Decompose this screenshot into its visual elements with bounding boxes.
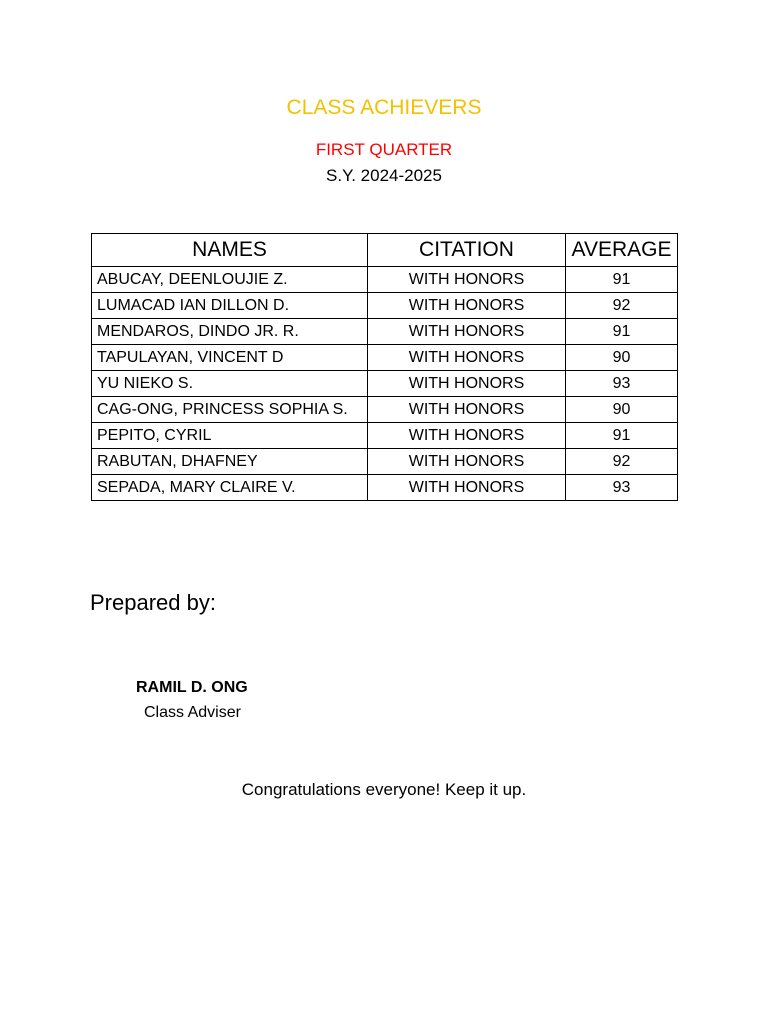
student-name: LUMACAD IAN DILLON D. bbox=[92, 293, 368, 319]
student-name: SEPADA, MARY CLAIRE V. bbox=[92, 475, 368, 501]
congratulations-message: Congratulations everyone! Keep it up. bbox=[241, 780, 527, 799]
table-row bbox=[92, 345, 678, 371]
table-header-row bbox=[92, 234, 678, 267]
student-citation: WITH HONORS bbox=[368, 319, 566, 345]
student-citation: WITH HONORS bbox=[368, 423, 566, 449]
student-average: 92 bbox=[566, 293, 678, 319]
student-average: 91 bbox=[566, 267, 678, 293]
student-average: 90 bbox=[566, 345, 678, 371]
student-name: CAG-ONG, PRINCESS SOPHIA S. bbox=[92, 397, 368, 423]
adviser-name: RAMIL D. ONG bbox=[136, 679, 248, 696]
header-citation: CITATION bbox=[368, 234, 566, 267]
table-row bbox=[92, 371, 678, 397]
student-name: YU NIEKO S. bbox=[92, 371, 368, 397]
student-average: 91 bbox=[566, 319, 678, 345]
table-row bbox=[92, 319, 678, 345]
table-row bbox=[92, 423, 678, 449]
student-average: 91 bbox=[566, 423, 678, 449]
student-name: PEPITO, CYRIL bbox=[92, 423, 368, 449]
student-citation: WITH HONORS bbox=[368, 475, 566, 501]
document-title: CLASS ACHIEVERS bbox=[286, 96, 482, 119]
student-citation: WITH HONORS bbox=[368, 397, 566, 423]
student-citation: WITH HONORS bbox=[368, 371, 566, 397]
student-average: 92 bbox=[566, 449, 678, 475]
school-year: S.Y. 2024-2025 bbox=[326, 166, 442, 185]
table-row bbox=[92, 267, 678, 293]
table-row bbox=[92, 293, 678, 319]
quarter-label: FIRST QUARTER bbox=[315, 140, 453, 159]
student-citation: WITH HONORS bbox=[368, 267, 566, 293]
student-name: MENDAROS, DINDO JR. R. bbox=[92, 319, 368, 345]
table-row bbox=[92, 449, 678, 475]
achievers-table bbox=[91, 233, 678, 501]
student-name: RABUTAN, DHAFNEY bbox=[92, 449, 368, 475]
student-name: ABUCAY, DEENLOUJIE Z. bbox=[92, 267, 368, 293]
prepared-by-label: Prepared by: bbox=[90, 590, 216, 615]
table-row bbox=[92, 397, 678, 423]
header-average: AVERAGE bbox=[566, 234, 678, 267]
student-name: TAPULAYAN, VINCENT D bbox=[92, 345, 368, 371]
table-row bbox=[92, 475, 678, 501]
student-average: 93 bbox=[566, 475, 678, 501]
student-citation: WITH HONORS bbox=[368, 449, 566, 475]
student-average: 93 bbox=[566, 371, 678, 397]
header-names: NAMES bbox=[92, 234, 368, 267]
student-citation: WITH HONORS bbox=[368, 345, 566, 371]
student-average: 90 bbox=[566, 397, 678, 423]
student-citation: WITH HONORS bbox=[368, 293, 566, 319]
adviser-role: Class Adviser bbox=[144, 704, 241, 721]
